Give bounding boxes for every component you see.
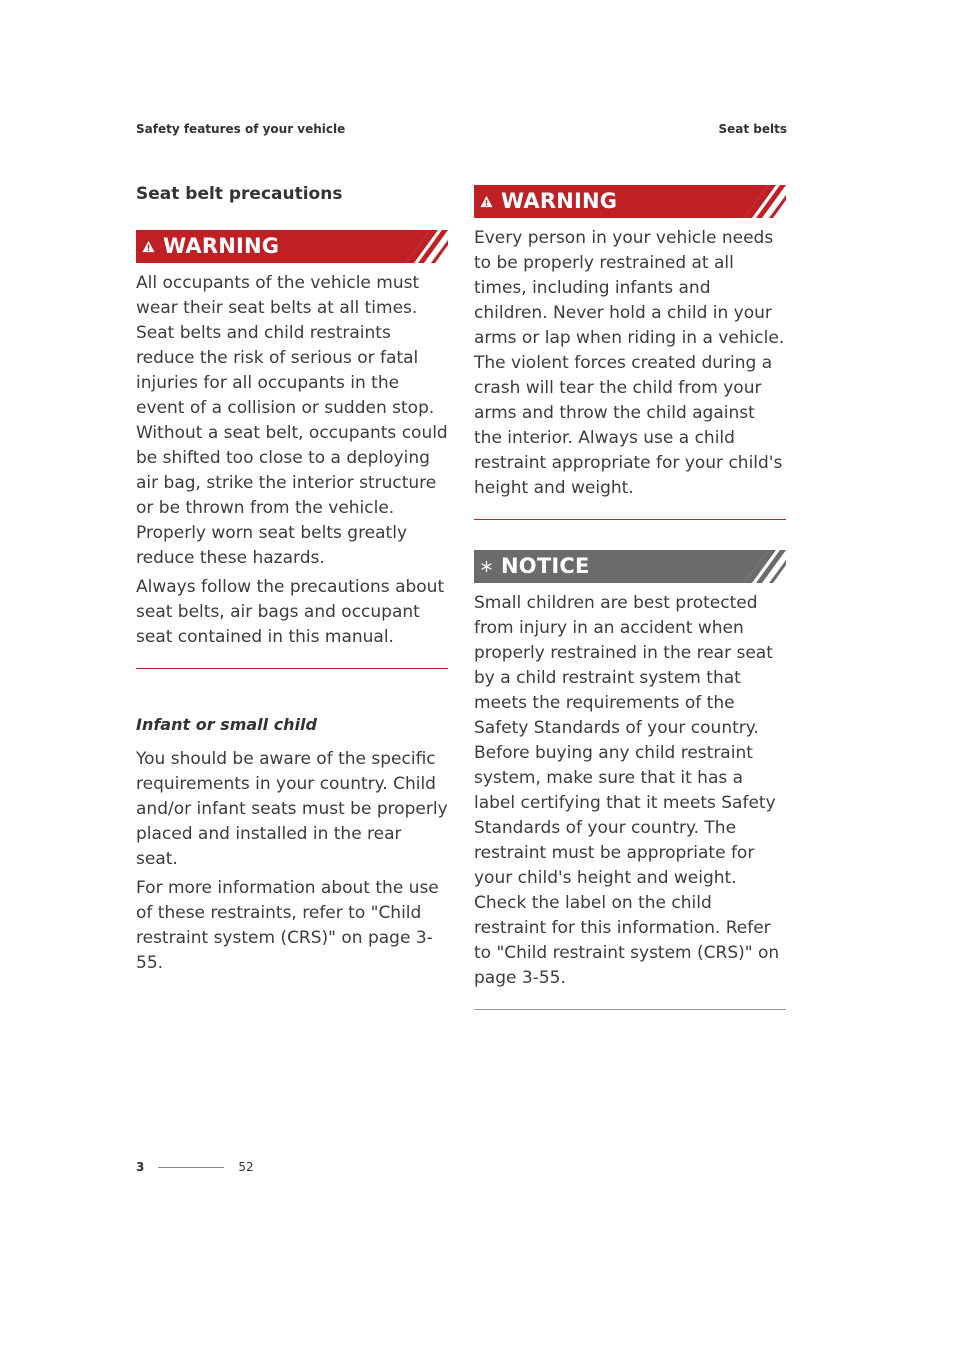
warning-paragraph: Always follow the precautions about seat belts, air bags and occupant seat contained in this manual. bbox=[136, 577, 445, 647]
warning-paragraph: Every person in your vehicle needs to be properly restrained at all times, including infants and children. Never hold a child in your arms or lap when riding in a vehicle. The violent forces created during a crash will tear the child from your arms and throw the child against the interior. Always use a child restraint appropriate for your child's height and weight. bbox=[474, 228, 785, 498]
warning-label: WARNING bbox=[163, 234, 280, 258]
running-header-section: Seat belts bbox=[718, 122, 787, 136]
warning-banner bbox=[136, 230, 448, 263]
warning-end-rule bbox=[136, 668, 448, 669]
body-paragraph: For more information about the use of these restraints, refer to "Child restraint system (CRS)" on page 3-55. bbox=[136, 878, 439, 973]
notice-end-rule bbox=[474, 1009, 786, 1010]
warning-triangle-icon bbox=[142, 240, 155, 253]
banner-slash-decoration bbox=[744, 185, 786, 218]
notice-paragraph: Small children are best protected from injury in an accident when properly restrained in the rear seat by a child restraint system that meets the requirements of the Safety Standards of your country. Before buying any child restraint system, make sure that it has a label certifying that it meets Safety Standards of your country. The restraint must be appropriate for your child's height and weight. Check the label on the child restraint for this information. Refer to "Child restraint system (CRS)" on page 3-55. bbox=[474, 593, 780, 988]
left-column bbox=[136, 180, 448, 976]
footer-chapter-number: 3 bbox=[136, 1160, 145, 1174]
notice-label: NOTICE bbox=[501, 554, 590, 578]
section-title: Seat belt precautions bbox=[136, 184, 343, 204]
warning-label: WARNING bbox=[501, 189, 618, 213]
page-footer bbox=[136, 1160, 254, 1174]
notice-banner bbox=[474, 550, 786, 583]
warning-banner bbox=[474, 185, 786, 218]
footer-page-number: 52 bbox=[238, 1160, 254, 1174]
running-header-chapter: Safety features of your vehicle bbox=[136, 122, 346, 136]
warning-paragraph: All occupants of the vehicle must wear their seat belts at all times. Seat belts and child restraints reduce the risk of serious or fatal injuries for all occupants in the event of a collision or sudden stop. Without a seat belt, occupants could be shifted too close to a deploying air bag, strike the interior structure or be thrown from the vehicle. Properly worn seat belts greatly reduce these hazards. bbox=[136, 273, 448, 568]
banner-slash-decoration bbox=[406, 230, 448, 263]
footer-divider bbox=[158, 1167, 224, 1168]
warning-triangle-icon bbox=[480, 195, 493, 208]
banner-slash-decoration bbox=[744, 550, 786, 583]
right-column bbox=[474, 185, 786, 1010]
body-paragraph: You should be aware of the specific requirements in your country. Child and/or infant seats must be properly placed and installed in the rear seat. bbox=[136, 749, 448, 869]
subheading: Infant or small child bbox=[136, 715, 317, 734]
asterisk-icon bbox=[480, 560, 493, 573]
